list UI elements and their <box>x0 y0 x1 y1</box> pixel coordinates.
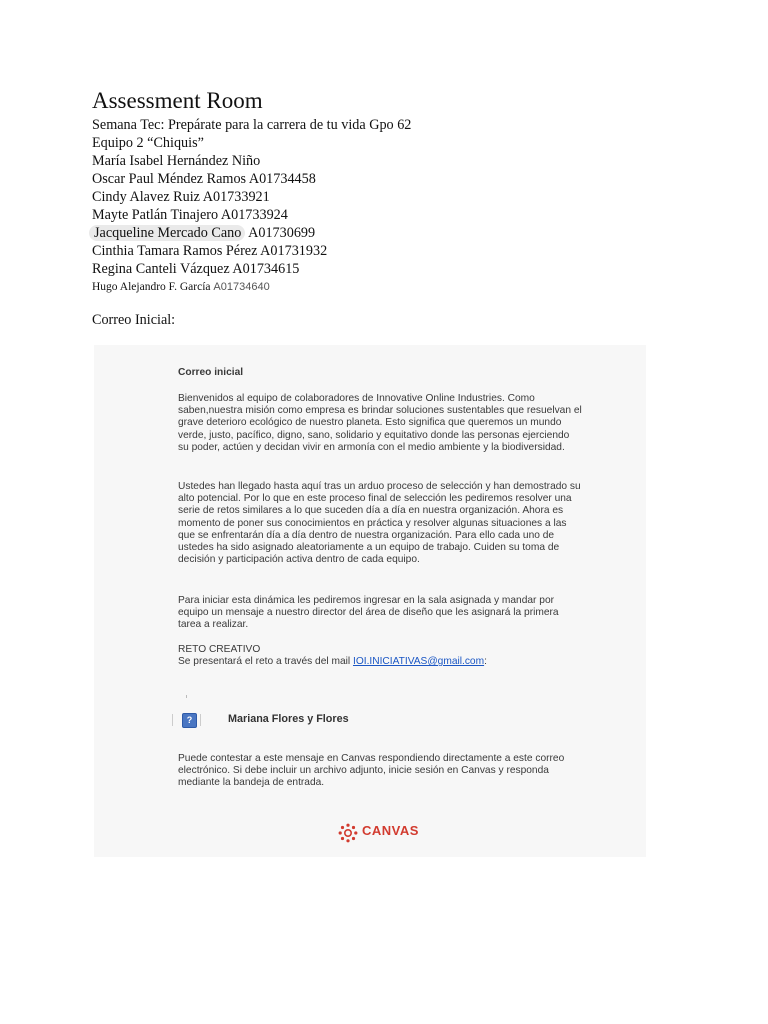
reto-title: RETO CREATIVO <box>178 644 261 655</box>
member-line: Cindy Alavez Ruiz A01733921 <box>92 189 270 205</box>
reto-prefix: Se presentará el reto a través del mail <box>178 656 353 668</box>
highlighted-id: A01730699 <box>245 225 316 241</box>
member-name: Hugo Alejandro F. García <box>92 281 214 293</box>
intro-label: Correo Inicial: <box>92 312 176 328</box>
email-heading: Correo inicial <box>178 367 244 378</box>
avatar-icon: ? <box>182 713 197 728</box>
email-paragraph: Ustedes han llegado hasta aquí tras un arduo proceso de selección y han demostrado su alto potencial. Por lo que en este proceso final de selección les pediremos resolver una serie de retos similares a lo que suceden día a día en nuestra organización. Ahora es momento de poner sus conocimientos en práctica y resolver algunas situaciones a las que se enfrentarán día a día dentro de nuestra organización. Para ello cada uno de ustedes ha sido asignado aleatoriamente a un equipo de trabajo. Cuiden su toma de decisión y participación activa dentro de cada equipo. <box>178 481 581 566</box>
course-line: Semana Tec: Prepárate para la carrera de tu vida Gpo 62 <box>92 117 412 133</box>
email-screenshot <box>94 345 646 857</box>
reto-line <box>178 656 582 668</box>
sender-row <box>172 712 572 730</box>
separator-tick <box>186 695 187 698</box>
sender-name: Mariana Flores y Flores <box>228 713 349 725</box>
canvas-logo-text: CANVAS <box>362 823 419 838</box>
reto-suffix: : <box>484 656 487 668</box>
email-paragraph: Bienvenidos al equipo de colaboradores de Innovative Online Industries. Como saben,nuestra misión como empresa es brindar soluciones sustentables que resuelvan el grave deterioro ecológico de nuestro planeta. Esto significa que queremos un mundo verde, justo, pacífico, digno, sano, solidario y equitativo donde las personas ejerciendo su poder, actúen y decidan vivir en armonía con el medio ambiente y la biodiversidad. <box>178 393 582 453</box>
highlighted-name: Jacqueline Mercado Cano <box>89 225 245 241</box>
reto-block <box>178 644 582 668</box>
separator <box>170 695 570 705</box>
divider <box>200 714 201 726</box>
member-line-last <box>92 278 411 296</box>
canvas-logo-icon <box>338 823 358 843</box>
email-footer-text: Puede contestar a este mensaje en Canvas respondiendo directamente a este correo electrónico. Si debe incluir un archivo adjunto, inicie sesión en Canvas y responda mediante la bandeja de entrada. <box>178 753 565 789</box>
divider <box>172 714 173 726</box>
page-title: Assessment Room <box>92 88 263 113</box>
email-paragraph: Para iniciar esta dinámica les pediremos ingresar en la sala asignada y mandar por equipo un mensaje a nuestro director del área de diseño que les asignará la primera tarea a realizar. <box>178 595 559 631</box>
reto-email-link[interactable]: IOI.INICIATIVAS@gmail.com <box>352 656 485 668</box>
member-line: Oscar Paul Méndez Ramos A01734458 <box>92 171 316 187</box>
team-info <box>92 116 411 296</box>
team-name-line: Equipo 2 “Chiquis” <box>92 135 204 151</box>
member-line-highlighted <box>92 224 411 242</box>
member-line: Cinthia Tamara Ramos Pérez A01731932 <box>92 243 328 259</box>
member-line: María Isabel Hernández Niño <box>92 153 261 169</box>
member-line: Mayte Patlán Tinajero A01733924 <box>92 207 288 223</box>
canvas-logo <box>338 823 458 843</box>
member-line: Regina Canteli Vázquez A01734615 <box>92 261 300 277</box>
member-id: A01734640 <box>213 281 270 293</box>
